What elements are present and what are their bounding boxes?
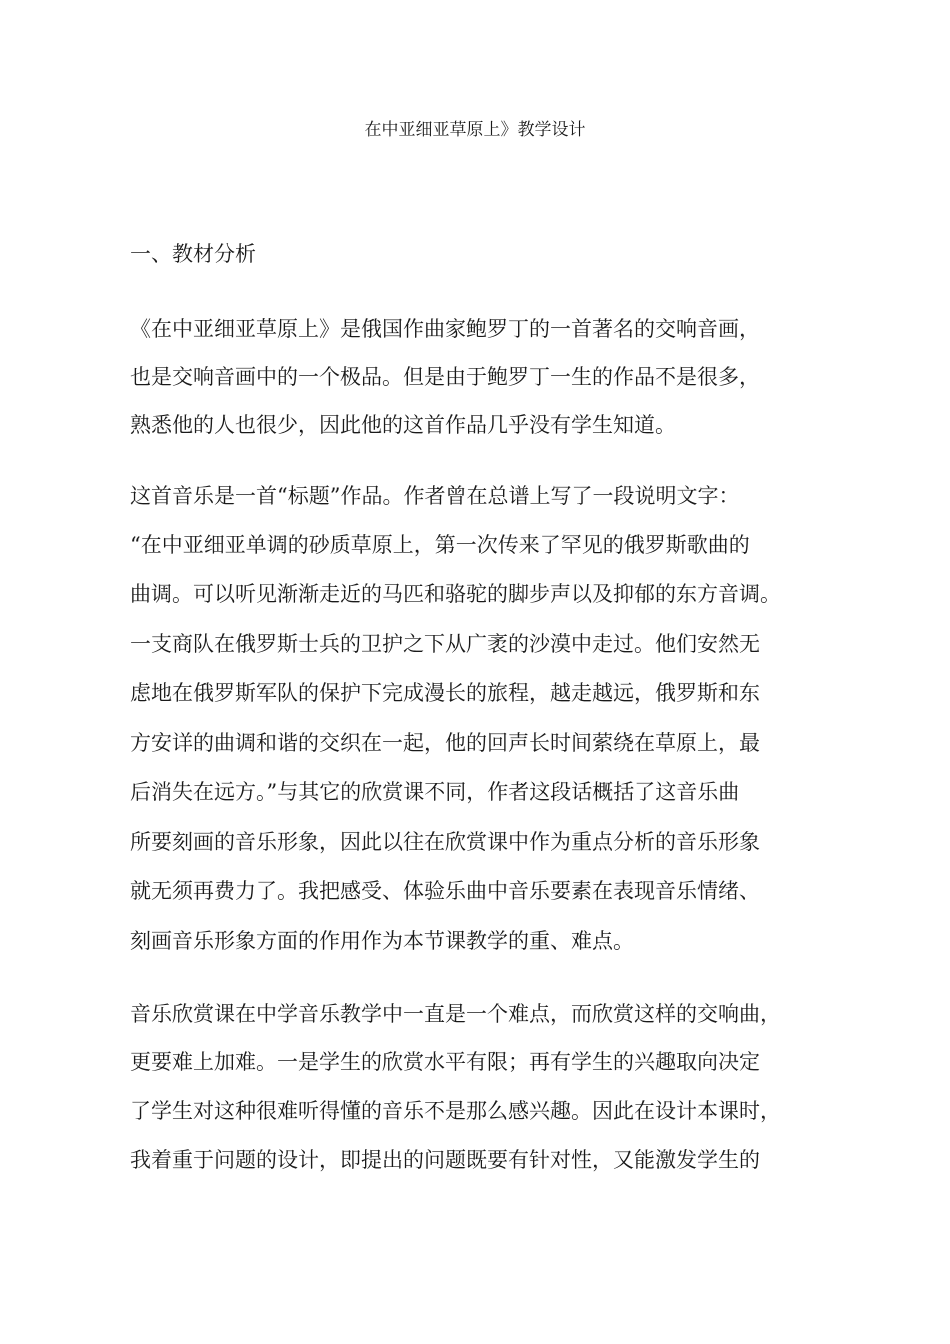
paragraph-line: 我着重于问题的设计，即提出的问题既要有针对性，又能激发学生的 bbox=[130, 1148, 760, 1172]
paragraph-line: 熟悉他的人也很少，因此他的这首作品几乎没有学生知道。 bbox=[130, 413, 676, 437]
paragraph-line: “在中亚细亚单调的砂质草原上，第一次传来了罕见的俄罗斯歌曲的 bbox=[130, 533, 750, 557]
paragraph-line: 音乐欣赏课在中学音乐教学中一直是一个难点，而欣赏这样的交响曲， bbox=[130, 1002, 781, 1026]
paragraph-line: 一支商队在俄罗斯士兵的卫护之下从广袤的沙漠中走过。他们安然无 bbox=[130, 632, 760, 656]
paragraph-line: 虑地在俄罗斯军队的保护下完成漫长的旅程，越走越远，俄罗斯和东 bbox=[130, 681, 760, 705]
paragraph-line: 后消失在远方。”与其它的欣赏课不同，作者这段话概括了这音乐曲 bbox=[130, 780, 740, 804]
paragraph-line: 了学生对这种很难听得懂的音乐不是那么感兴趣。因此在设计本课时， bbox=[130, 1099, 781, 1123]
paragraph-line: 这首音乐是一首“标题”作品。作者曾在总谱上写了一段说明文字： bbox=[130, 484, 740, 508]
paragraph-line: 《在中亚细亚草原上》是俄国作曲家鲍罗丁的一首著名的交响音画， bbox=[130, 317, 760, 341]
paragraph-line: 刻画音乐形象方面的作用作为本节课教学的重、难点。 bbox=[130, 929, 634, 953]
paragraph-line: 曲调。可以听见渐渐走近的马匹和骆驼的脚步声以及抑郁的东方音调。 bbox=[130, 582, 781, 606]
paragraph-line: 方安详的曲调和谐的交织在一起，他的回声长时间萦绕在草原上，最 bbox=[130, 731, 760, 755]
paragraph-line: 更要难上加难。一是学生的欣赏水平有限；再有学生的兴趣取向决定 bbox=[130, 1050, 760, 1074]
paragraph-line: 所要刻画的音乐形象，因此以往在欣赏课中作为重点分析的音乐形象 bbox=[130, 830, 760, 854]
document-title: 在中亚细亚草原上》教学设计 bbox=[364, 120, 586, 140]
paragraph-line: 就无须再费力了。我把感受、体验乐曲中音乐要素在表现音乐情绪、 bbox=[130, 879, 760, 903]
section-heading: 一、教材分析 bbox=[130, 242, 256, 266]
paragraph-line: 也是交响音画中的一个极品。但是由于鲍罗丁一生的作品不是很多， bbox=[130, 365, 760, 389]
